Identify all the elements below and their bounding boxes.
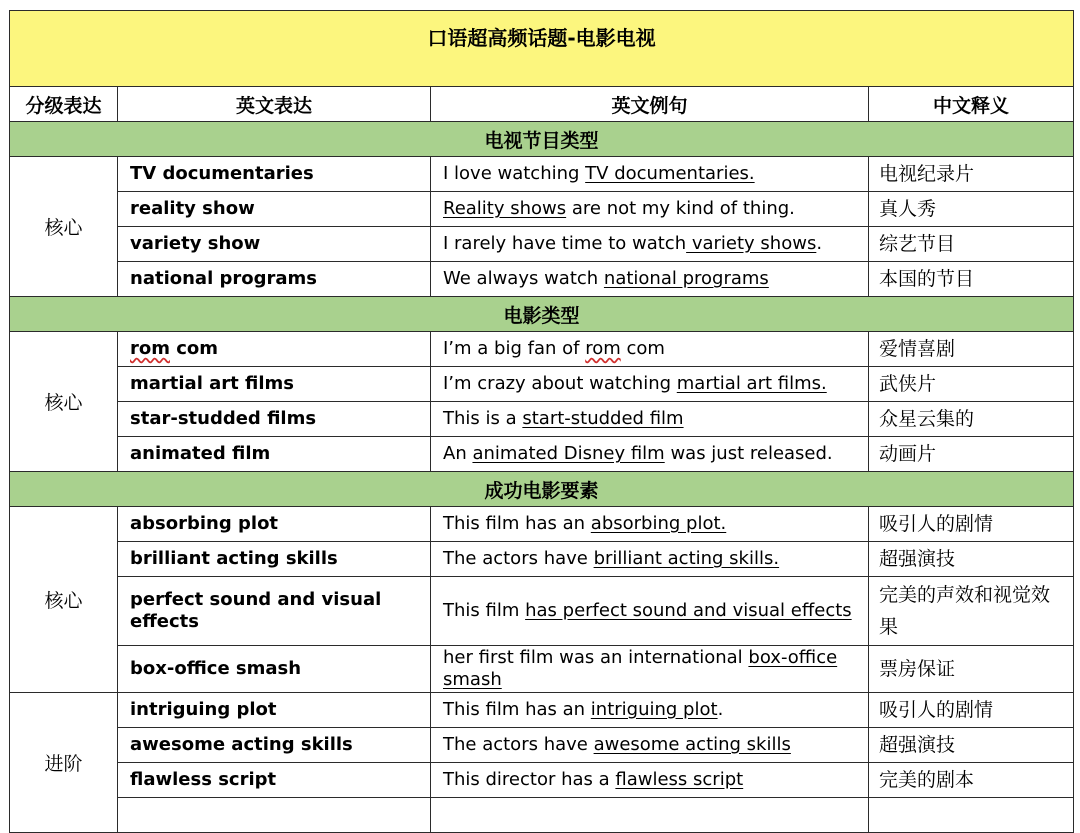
- example-sentence: The actors have brilliant acting skills.: [431, 542, 869, 577]
- table-row: [10, 507, 1074, 542]
- english-expression: absorbing plot: [118, 507, 431, 542]
- example-sentence: This film has an absorbing plot.: [431, 507, 869, 542]
- level-cell-advanced: 进阶: [10, 693, 118, 833]
- english-expression-cut: [118, 798, 431, 833]
- chinese-meaning: 吸引人的剧情: [869, 693, 1074, 728]
- table-row: [10, 693, 1074, 728]
- chinese-meaning: 吸引人的剧情: [869, 507, 1074, 542]
- english-expression: intriguing plot: [118, 693, 431, 728]
- english-expression: reality show: [118, 192, 431, 227]
- chinese-meaning: 众星云集的: [869, 402, 1074, 437]
- table-row: [10, 798, 1074, 833]
- level-cell: 核心: [10, 507, 118, 693]
- english-expression: animated film: [118, 437, 431, 472]
- chinese-meaning: 综艺节目: [869, 227, 1074, 262]
- table-title: 口语超高频话题-电影电视: [10, 11, 1074, 87]
- english-expression: variety show: [118, 227, 431, 262]
- table-row: [10, 402, 1074, 437]
- english-expression: rom com: [118, 332, 431, 367]
- english-expression: TV documentaries: [118, 157, 431, 192]
- example-sentence: The actors have awesome acting skills: [431, 728, 869, 763]
- chinese-meaning: 真人秀: [869, 192, 1074, 227]
- level-cell: 核心: [10, 157, 118, 297]
- example-sentence: I rarely have time to watch variety shows.: [431, 227, 869, 262]
- table-row: [10, 227, 1074, 262]
- header-level: 分级表达: [10, 87, 118, 122]
- vocabulary-table: [9, 10, 1074, 833]
- section-title-success: 成功电影要素: [10, 472, 1074, 507]
- example-sentence: I’m crazy about watching martial art films.: [431, 367, 869, 402]
- chinese-meaning: 超强演技: [869, 542, 1074, 577]
- chinese-meaning: 武侠片: [869, 367, 1074, 402]
- chinese-meaning: 票房保证: [869, 646, 1074, 693]
- chinese-meaning: 动画片: [869, 437, 1074, 472]
- english-expression: perfect sound and visual effects: [118, 577, 431, 646]
- example-sentence: Reality shows are not my kind of thing.: [431, 192, 869, 227]
- english-expression: star-studded films: [118, 402, 431, 437]
- chinese-meaning: 超强演技: [869, 728, 1074, 763]
- english-expression: awesome acting skills: [118, 728, 431, 763]
- english-expression: box-office smash: [118, 646, 431, 693]
- example-sentence: An animated Disney film was just released.: [431, 437, 869, 472]
- chinese-meaning-cut: [869, 798, 1074, 833]
- table-row: [10, 332, 1074, 367]
- english-expression: national programs: [118, 262, 431, 297]
- example-sentence: her first film was an international box-office smash: [431, 646, 869, 693]
- example-sentence: This film has an intriguing plot.: [431, 693, 869, 728]
- example-sentence: We always watch national programs: [431, 262, 869, 297]
- header-example: 英文例句: [431, 87, 869, 122]
- table-row: [10, 646, 1074, 693]
- chinese-meaning: 完美的剧本: [869, 763, 1074, 798]
- section-title-tv: 电视节目类型: [10, 122, 1074, 157]
- table-row: [10, 542, 1074, 577]
- chinese-meaning: 本国的节目: [869, 262, 1074, 297]
- example-sentence: This film has perfect sound and visual effects: [431, 577, 869, 646]
- header-english: 英文表达: [118, 87, 431, 122]
- table-row: [10, 157, 1074, 192]
- table-row: [10, 262, 1074, 297]
- table-row: [10, 577, 1074, 646]
- english-expression: flawless script: [118, 763, 431, 798]
- table-row: [10, 763, 1074, 798]
- english-expression: martial art films: [118, 367, 431, 402]
- example-sentence: This director has a flawless script: [431, 763, 869, 798]
- example-sentence: This is a start-studded film: [431, 402, 869, 437]
- example-sentence: I’m a big fan of rom com: [431, 332, 869, 367]
- example-sentence-cut: [431, 798, 869, 833]
- chinese-meaning: 完美的声效和视觉效果: [869, 577, 1074, 646]
- english-expression: brilliant acting skills: [118, 542, 431, 577]
- level-cell: 核心: [10, 332, 118, 472]
- section-title-movie: 电影类型: [10, 297, 1074, 332]
- chinese-meaning: 爱情喜剧: [869, 332, 1074, 367]
- chinese-meaning: 电视纪录片: [869, 157, 1074, 192]
- table-row: [10, 367, 1074, 402]
- table-row: [10, 437, 1074, 472]
- example-sentence: I love watching TV documentaries.: [431, 157, 869, 192]
- header-chinese: 中文释义: [869, 87, 1074, 122]
- table-row: [10, 192, 1074, 227]
- table-row: [10, 728, 1074, 763]
